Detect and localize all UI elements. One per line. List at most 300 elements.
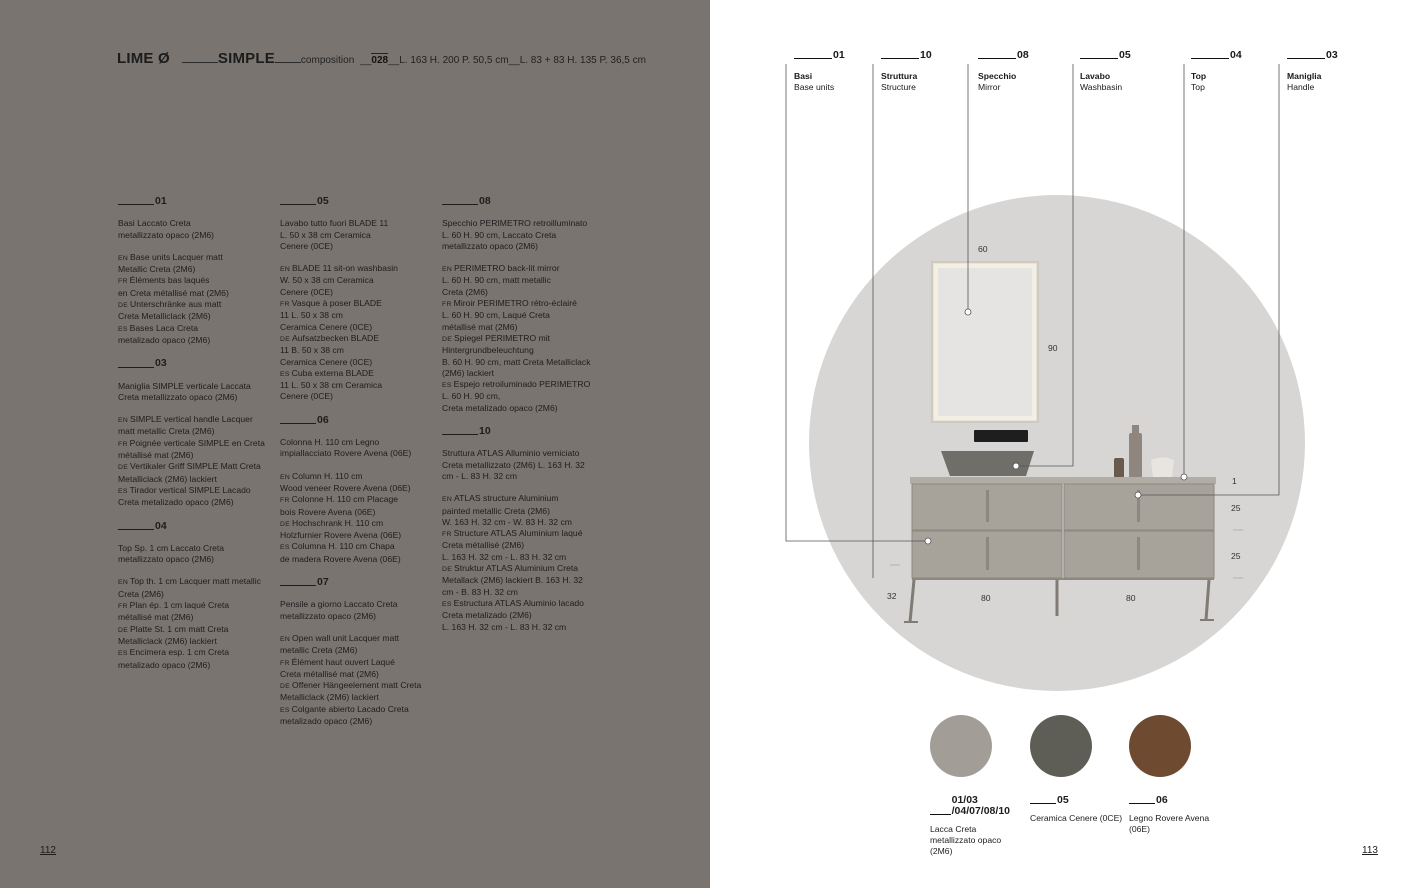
spec-column-3 bbox=[442, 196, 612, 645]
spec-line bbox=[280, 437, 440, 448]
spec-line bbox=[280, 218, 440, 229]
language-code: DE bbox=[118, 302, 129, 310]
right-page bbox=[710, 0, 1420, 888]
spec-section-06 bbox=[280, 415, 440, 565]
spec-line-text: Specchio PERIMETRO retroilluminato bbox=[442, 218, 588, 229]
spec-line-text: Basi Laccato Creta bbox=[118, 218, 191, 229]
spec-text-it bbox=[280, 599, 440, 622]
spec-column-1 bbox=[118, 196, 278, 683]
language-code: ES bbox=[280, 544, 290, 552]
spec-line-text: Creta metallizzato (2M6) L. 163 H. 32 bbox=[442, 459, 585, 470]
spec-line bbox=[118, 299, 278, 311]
spec-line bbox=[442, 368, 612, 379]
composition-dims: L. 163 H. 200 P. 50,5 cm bbox=[399, 55, 509, 66]
spec-line-text: PERIMETRO back-lit mirror bbox=[454, 263, 560, 274]
spec-text-it bbox=[118, 381, 278, 404]
spec-line bbox=[442, 379, 612, 391]
spec-line bbox=[118, 576, 278, 588]
spec-line bbox=[280, 554, 440, 565]
spec-line bbox=[118, 275, 278, 287]
spec-line-text: Maniglia SIMPLE verticale Laccata bbox=[118, 380, 251, 391]
accessory-bottle bbox=[1129, 433, 1142, 478]
spec-line bbox=[118, 554, 278, 565]
spec-line-text: Creta metalizado opaco (2M6) bbox=[118, 497, 234, 508]
spec-line bbox=[442, 563, 612, 575]
spec-line-text: ATLAS structure Aluminium bbox=[454, 493, 559, 504]
spec-text-translations bbox=[280, 471, 440, 565]
legend-item-04 bbox=[1191, 50, 1242, 93]
legend-name: Specchio bbox=[978, 71, 1017, 81]
spec-line bbox=[442, 598, 612, 610]
spec-line bbox=[118, 474, 278, 485]
language-code: FR bbox=[118, 440, 128, 448]
spec-line-text: L. 163 H. 32 cm - L. 83 H. 32 cm bbox=[442, 551, 567, 562]
accessory-cup bbox=[1151, 458, 1174, 479]
vanity-top bbox=[910, 477, 1216, 484]
dim-unit-1-width: 80 bbox=[981, 593, 991, 603]
language-code: ES bbox=[280, 370, 290, 378]
spec-text-it bbox=[442, 218, 612, 252]
spec-line-text: Creta métallisé mat (2M6) bbox=[280, 668, 379, 679]
spec-line bbox=[280, 333, 440, 345]
legend-number: 03 bbox=[1326, 49, 1338, 61]
spec-text-translations bbox=[442, 263, 612, 414]
legend-item-01 bbox=[794, 50, 845, 93]
handle-1 bbox=[986, 490, 989, 522]
spec-line bbox=[118, 485, 278, 497]
spec-line bbox=[442, 345, 612, 356]
spec-line bbox=[280, 263, 440, 275]
spec-line-text: metalizado opaco (2M6) bbox=[118, 334, 211, 345]
legend-name-en: Top bbox=[1191, 82, 1205, 92]
spec-line bbox=[280, 518, 440, 530]
spec-line-text: metallic Creta (2M6) bbox=[280, 645, 358, 656]
spec-line-text: Creta metalizado opaco (2M6) bbox=[442, 402, 558, 413]
spec-line-text: Column H. 110 cm bbox=[292, 470, 363, 481]
spec-line bbox=[280, 633, 440, 645]
spec-line-text: matt metallic Creta (2M6) bbox=[118, 426, 215, 437]
language-code: EN bbox=[442, 496, 453, 504]
language-code: DE bbox=[442, 566, 453, 574]
spec-line-text: Colonne H. 110 cm Placage bbox=[291, 494, 399, 505]
spec-line-text: Espejo retroiluminado PERIMETRO bbox=[453, 379, 591, 390]
page-title: LIME Ø SIMPLE composition __ 028 __ L. 163 H. 200 P. 50,5 cm __ L. 83 + 83 H. 135 P. 36,5 cm bbox=[117, 50, 646, 67]
spec-line bbox=[280, 391, 440, 402]
spec-line-text: Columna H. 110 cm Chapa bbox=[291, 541, 395, 552]
language-code: FR bbox=[118, 278, 128, 286]
spec-text-it bbox=[118, 543, 278, 566]
dim-mirror-height: 90 bbox=[1048, 343, 1058, 353]
spec-line-text: Hochschrank H. 110 cm bbox=[292, 517, 384, 528]
spec-line bbox=[442, 506, 612, 517]
spec-line-text: Bases Laca Creta bbox=[129, 322, 198, 333]
swatch-description: Legno Rovere Avena (06E) bbox=[1129, 813, 1210, 834]
language-code: EN bbox=[118, 579, 129, 587]
spec-line bbox=[442, 448, 612, 459]
legend-name: Maniglia bbox=[1287, 71, 1322, 81]
spec-line-text: Pensile a giorno Laccato Creta bbox=[280, 599, 398, 610]
spec-text-it bbox=[442, 448, 612, 482]
mirror bbox=[932, 262, 1038, 422]
spec-line bbox=[280, 368, 440, 380]
language-code: DE bbox=[280, 335, 291, 343]
swatch-number-2: /04/07/08/10 bbox=[951, 805, 1010, 817]
swatch-label bbox=[1030, 795, 1130, 824]
spec-line-text: métallisé mat (2M6) bbox=[118, 450, 194, 461]
spec-line-text: Platte St. 1 cm matt Creta bbox=[130, 623, 229, 634]
spec-line bbox=[280, 298, 440, 310]
spec-line-text: Structure ATLAS Aluminium laqué bbox=[453, 528, 583, 539]
spec-line-text: Cenere (0CE) bbox=[280, 391, 334, 402]
swatch-number: 06 bbox=[1156, 794, 1168, 806]
language-code: ES bbox=[118, 325, 128, 333]
legend-number: 08 bbox=[1017, 49, 1029, 61]
spec-line-text: Ceramica Cenere (0CE) bbox=[280, 356, 373, 367]
spec-line-text: Vertikaler Griff SIMPLE Matt Creta bbox=[130, 461, 261, 472]
spec-line bbox=[442, 218, 612, 229]
spec-line-text: cm - L. 83 H. 32 cm bbox=[442, 470, 517, 481]
spec-line bbox=[280, 494, 440, 506]
legend-number: 01 bbox=[833, 49, 845, 61]
language-code: DE bbox=[280, 683, 291, 691]
swatch-05 bbox=[1030, 715, 1092, 777]
legend-name: Basi bbox=[794, 71, 813, 81]
spec-line-text: Creta (2M6) bbox=[118, 588, 164, 599]
spec-line-text: Hintergrundbeleuchtung bbox=[442, 345, 534, 356]
spec-line bbox=[118, 589, 278, 600]
spec-line-text: metalizado opaco (2M6) bbox=[280, 715, 373, 726]
spec-section-03 bbox=[118, 358, 278, 508]
spec-line-text: Struttura ATLAS Alluminio verniciato bbox=[442, 448, 580, 459]
spec-text-it bbox=[118, 218, 278, 241]
language-code: EN bbox=[118, 254, 129, 262]
legend-number: 10 bbox=[920, 49, 932, 61]
spec-line-text: Cenere (0CE) bbox=[280, 286, 334, 297]
spec-line bbox=[118, 497, 278, 508]
language-code: ES bbox=[442, 600, 452, 608]
language-code: FR bbox=[442, 531, 452, 539]
spec-number: 07 bbox=[317, 576, 329, 589]
language-code: DE bbox=[280, 520, 291, 528]
spec-line bbox=[118, 264, 278, 275]
language-code: EN bbox=[442, 266, 453, 274]
spec-section-07 bbox=[280, 577, 440, 727]
spec-column-2 bbox=[280, 196, 440, 739]
spec-line bbox=[118, 543, 278, 554]
composition-label: composition bbox=[300, 55, 355, 66]
spec-line bbox=[442, 403, 612, 414]
handle-4 bbox=[1137, 537, 1140, 570]
spec-line bbox=[442, 528, 612, 540]
spec-line-text: L. 60 H. 90 cm, Laqué Creta bbox=[442, 310, 550, 321]
spec-line-text: Creta metallizzato opaco (2M6) bbox=[118, 391, 238, 402]
spec-line bbox=[442, 241, 612, 252]
spec-line-text: metalizado opaco (2M6) bbox=[118, 659, 211, 670]
spec-line bbox=[280, 704, 440, 716]
spec-section-10 bbox=[442, 426, 612, 633]
language-code: FR bbox=[442, 301, 452, 309]
language-code: FR bbox=[280, 301, 290, 309]
spec-line-text: Top th. 1 cm Lacquer matt metallic bbox=[130, 576, 261, 587]
swatch-01-03 bbox=[930, 715, 992, 777]
spec-line bbox=[442, 230, 612, 241]
spec-line bbox=[442, 287, 612, 298]
dim-top-thickness: 1 bbox=[1232, 476, 1237, 486]
spec-line bbox=[280, 380, 440, 391]
spec-number: 06 bbox=[317, 413, 329, 426]
spec-line-text: Spiegel PERIMETRO mit bbox=[454, 332, 551, 343]
spec-text-translations bbox=[118, 252, 278, 346]
spec-line-text: Plan ép. 1 cm laqué Creta bbox=[129, 600, 230, 611]
spec-line bbox=[118, 660, 278, 671]
spec-line bbox=[280, 599, 440, 610]
spec-line bbox=[442, 391, 612, 402]
legend-item-08 bbox=[978, 50, 1029, 93]
spec-line-text: (2M6) lackiert bbox=[442, 367, 495, 378]
spec-text-translations bbox=[118, 576, 278, 670]
spec-line bbox=[442, 587, 612, 598]
spec-number: 01 bbox=[155, 195, 167, 207]
spec-line bbox=[280, 241, 440, 252]
spec-line bbox=[118, 600, 278, 612]
spec-line bbox=[280, 669, 440, 680]
spec-line-text: cm - B. 83 H. 32 cm bbox=[442, 586, 518, 597]
spec-line bbox=[118, 381, 278, 392]
spec-line-text: en Creta métallisé mat (2M6) bbox=[118, 287, 229, 298]
spec-line bbox=[280, 645, 440, 656]
dim-leg-height: 32 bbox=[887, 591, 897, 601]
spec-number: 03 bbox=[155, 357, 167, 370]
page-number-left: 112 bbox=[40, 845, 56, 856]
spec-line-text: Éléments bas laqués bbox=[129, 275, 210, 286]
swatch-label bbox=[1129, 795, 1229, 835]
spec-line-text: Cuba externa BLADE bbox=[291, 367, 374, 378]
language-code: EN bbox=[280, 266, 291, 274]
spec-line bbox=[442, 275, 612, 286]
spec-line-text: Base units Lacquer matt bbox=[130, 251, 223, 262]
spec-line-text: métallisé mat (2M6) bbox=[118, 612, 194, 623]
legend-name-en: Washbasin bbox=[1080, 82, 1123, 92]
backdrop-circle bbox=[809, 195, 1305, 691]
faucet bbox=[974, 430, 1028, 442]
legend-name: Lavabo bbox=[1080, 71, 1111, 81]
legend-name-en: Handle bbox=[1287, 82, 1315, 92]
spec-line-text: painted metallic Creta (2M6) bbox=[442, 505, 550, 516]
spec-line-text: Miroir PERIMETRO rétro-éclairé bbox=[453, 298, 577, 309]
dim-drawer-2: 25 bbox=[1231, 551, 1241, 561]
spec-line-text: L. 60 H. 90 cm, matt metallic bbox=[442, 275, 551, 286]
spec-line-text: de madera Rovere Avena (06E) bbox=[280, 553, 401, 564]
spec-line bbox=[442, 610, 612, 621]
spec-line bbox=[442, 517, 612, 528]
accessory-small bbox=[1114, 458, 1124, 478]
spec-line bbox=[280, 530, 440, 541]
spec-line-text: Metalliclack (2M6) lackiert bbox=[118, 473, 217, 484]
swatch-label bbox=[930, 795, 1010, 857]
spec-line bbox=[118, 252, 278, 264]
spec-line bbox=[280, 230, 440, 241]
spec-line-text: Struktur ATLAS Aluminium Creta bbox=[454, 563, 579, 574]
spec-line bbox=[442, 622, 612, 633]
page-number-right: 113 bbox=[1362, 845, 1378, 856]
spec-line-text: BLADE 11 sit-on washbasin bbox=[292, 263, 398, 274]
spec-line-text: metallizzato opaco (2M6) bbox=[118, 554, 215, 565]
spec-line-text: metallizzato opaco (2M6) bbox=[280, 610, 377, 621]
language-code: FR bbox=[118, 603, 128, 611]
spec-line-text: SIMPLE vertical handle Lacquer bbox=[130, 414, 253, 425]
legend-name-en: Mirror bbox=[978, 82, 1001, 92]
language-code: EN bbox=[280, 473, 291, 481]
legend-name-en: Base units bbox=[794, 82, 835, 92]
spec-text-it bbox=[280, 218, 440, 252]
spec-line-text: Lavabo tutto fuori BLADE 11 bbox=[280, 218, 389, 229]
spec-line bbox=[118, 461, 278, 473]
legend-number: 05 bbox=[1119, 49, 1131, 61]
spec-line-text: Colgante abierto Lacado Creta bbox=[291, 703, 409, 714]
spec-line-text: metallizzato opaco (2M6) bbox=[442, 240, 539, 251]
spec-line bbox=[280, 657, 440, 669]
spec-line bbox=[118, 323, 278, 335]
spec-line-text: Wood veneer Rovere Avena (06E) bbox=[280, 482, 411, 493]
spec-line bbox=[118, 218, 278, 229]
spec-line-text: 11 B. 50 x 38 cm bbox=[280, 345, 344, 356]
spec-line bbox=[442, 493, 612, 505]
spec-number: 10 bbox=[479, 425, 491, 438]
legend-item-10 bbox=[881, 50, 932, 93]
spec-line-text: Colonna H. 110 cm Legno bbox=[280, 437, 380, 448]
dim-unit-2-width: 80 bbox=[1126, 593, 1136, 603]
spec-line bbox=[280, 275, 440, 286]
spec-line-text: W. 163 H. 32 cm - W. 83 H. 32 cm bbox=[442, 516, 572, 527]
spec-number: 08 bbox=[479, 195, 491, 207]
spec-line-text: L. 50 x 38 cm Ceramica bbox=[280, 229, 371, 240]
spec-line bbox=[442, 310, 612, 321]
spec-line bbox=[442, 263, 612, 275]
spec-line bbox=[280, 345, 440, 356]
spec-line-text: Offener Hängeelement matt Creta bbox=[292, 680, 422, 691]
spec-section-01 bbox=[118, 196, 278, 346]
spec-line bbox=[118, 426, 278, 437]
spec-line bbox=[280, 322, 440, 333]
spec-line bbox=[280, 287, 440, 298]
spec-line bbox=[442, 322, 612, 333]
spec-line-text: Unterschränke aus matt bbox=[130, 299, 222, 310]
spec-line-text: Vasque à poser BLADE bbox=[291, 298, 382, 309]
spec-line bbox=[118, 230, 278, 241]
spec-line-text: Aufsatzbecken BLADE bbox=[292, 332, 379, 343]
language-code: DE bbox=[118, 464, 129, 472]
spec-line bbox=[280, 310, 440, 321]
spec-section-04 bbox=[118, 521, 278, 671]
swatch-description: Ceramica Cenere (0CE) bbox=[1030, 813, 1123, 823]
spec-text-translations bbox=[280, 633, 440, 727]
spec-line-text: Open wall unit Lacquer matt bbox=[292, 632, 400, 643]
spec-line bbox=[442, 357, 612, 368]
legend-name: Top bbox=[1191, 71, 1207, 81]
spec-line bbox=[280, 611, 440, 622]
spec-line-text: 11 L. 50 x 38 cm bbox=[280, 310, 343, 321]
spec-line bbox=[442, 552, 612, 563]
spec-text-translations bbox=[442, 493, 612, 633]
spec-line bbox=[280, 357, 440, 368]
swatch-number: 05 bbox=[1057, 794, 1069, 806]
spec-line bbox=[118, 414, 278, 426]
spec-number: 05 bbox=[317, 195, 329, 207]
spec-line-text: Holzfurnier Rovere Avena (06E) bbox=[280, 530, 402, 541]
spec-line-text: 11 L. 50 x 38 cm Ceramica bbox=[280, 380, 383, 391]
spec-line-text: Poignée verticale SIMPLE en Creta bbox=[129, 437, 265, 448]
legend-number: 04 bbox=[1230, 49, 1242, 61]
spec-line-text: Creta métallisé (2M6) bbox=[442, 540, 525, 551]
spec-line bbox=[280, 716, 440, 727]
spec-line bbox=[118, 647, 278, 659]
spec-text-it bbox=[280, 437, 440, 460]
legend-name: Struttura bbox=[881, 71, 918, 81]
spec-line-text: B. 60 H. 90 cm, matt Creta Metalliclack bbox=[442, 356, 591, 367]
washbasin bbox=[941, 451, 1034, 476]
spec-line-text: W. 50 x 38 cm Ceramica bbox=[280, 275, 374, 286]
swatch-06 bbox=[1129, 715, 1191, 777]
spec-text-translations bbox=[118, 414, 278, 508]
spec-line-text: Estructura ATLAS Aluminio lacado bbox=[453, 597, 584, 608]
spec-line-text: impiallacciato Rovere Avena (06E) bbox=[280, 448, 412, 459]
language-code: FR bbox=[280, 497, 290, 505]
spec-line-text: Creta Metalliclack (2M6) bbox=[118, 311, 211, 322]
spec-line-text: Tirador vertical SIMPLE Lacado bbox=[129, 484, 251, 495]
spec-line bbox=[442, 575, 612, 586]
spec-line bbox=[280, 471, 440, 483]
spec-line bbox=[118, 392, 278, 403]
language-code: FR bbox=[280, 659, 290, 667]
spec-line-text: L. 163 H. 32 cm - L. 83 H. 32 cm bbox=[442, 621, 567, 632]
spec-line bbox=[442, 471, 612, 482]
legend-name-en: Structure bbox=[881, 82, 916, 92]
language-code: DE bbox=[118, 626, 129, 634]
spec-line-text: Metallack (2M6) lackiert B. 163 H. 32 bbox=[442, 575, 583, 586]
spec-line-text: Creta (2M6) bbox=[442, 286, 488, 297]
spec-line bbox=[280, 680, 440, 692]
spec-number: 04 bbox=[155, 519, 167, 532]
spec-line-text: Creta metalizado (2M6) bbox=[442, 610, 532, 621]
spec-line bbox=[280, 448, 440, 459]
spec-line bbox=[118, 311, 278, 322]
language-code: ES bbox=[442, 382, 452, 390]
spec-line bbox=[442, 333, 612, 345]
spec-line bbox=[442, 460, 612, 471]
handle-3 bbox=[986, 537, 989, 570]
spec-line-text: métallisé mat (2M6) bbox=[442, 321, 518, 332]
spec-line bbox=[118, 624, 278, 636]
legend-item-05 bbox=[1080, 50, 1131, 93]
swatch-description: Lacca Creta metallizzato opaco (2M6) bbox=[930, 824, 1002, 856]
language-code: EN bbox=[118, 417, 129, 425]
language-code: ES bbox=[118, 487, 128, 495]
spec-line-text: Ceramica Cenere (0CE) bbox=[280, 321, 373, 332]
language-code: EN bbox=[280, 635, 291, 643]
composition-code: 028 bbox=[371, 55, 389, 66]
language-code: ES bbox=[118, 650, 128, 658]
spec-line-text: metallizzato opaco (2M6) bbox=[118, 229, 215, 240]
spec-line-text: Metalliclack (2M6) lackiert bbox=[280, 692, 379, 703]
title-product-a: LIME Ø bbox=[117, 50, 170, 67]
spec-line bbox=[280, 541, 440, 553]
spec-text-translations bbox=[280, 263, 440, 403]
dim-drawer-1: 25 bbox=[1231, 503, 1241, 513]
title-product-b: SIMPLE bbox=[217, 50, 275, 67]
spec-line bbox=[280, 692, 440, 703]
spec-line-text: Metalliclack (2M6) lackiert bbox=[118, 635, 217, 646]
spec-line bbox=[118, 612, 278, 623]
